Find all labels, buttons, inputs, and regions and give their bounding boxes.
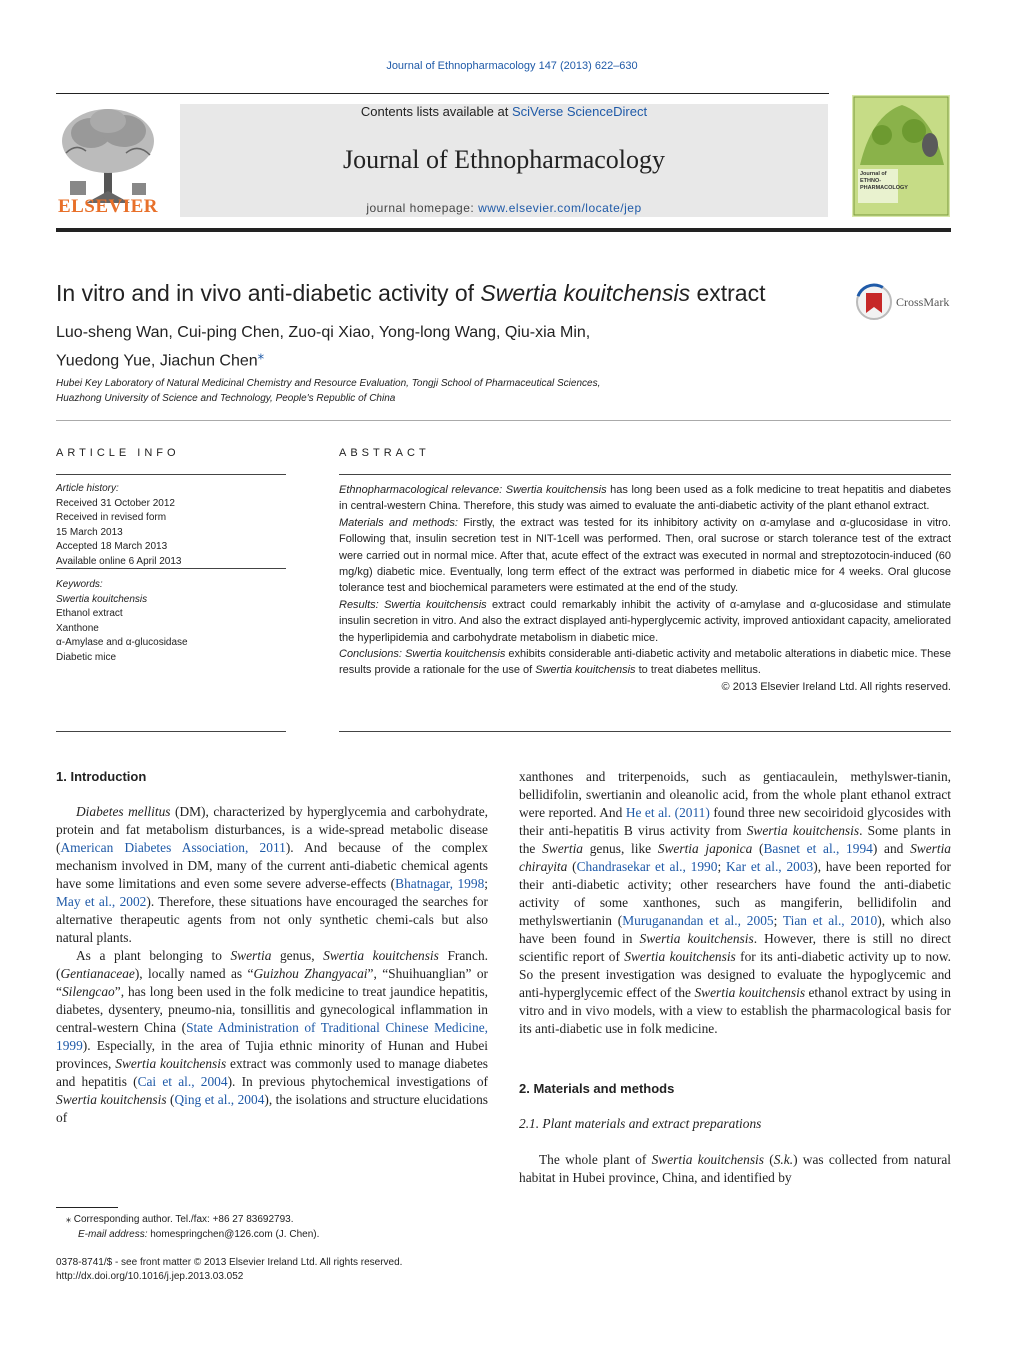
abstract-relevance — [339, 482, 951, 515]
keyword-item: Xanthone — [56, 622, 99, 634]
header-rule — [56, 93, 829, 94]
body-column-right — [519, 768, 951, 1187]
title-part2: extract — [690, 280, 766, 306]
authors-line-2: Yuedong Yue, Jiachun Chen — [56, 352, 258, 370]
title-species: Swertia kouitchensis — [480, 280, 691, 306]
issn-line: 0378-8741/$ - see front matter © 2013 Elsevier Ireland Ltd. All rights reserved. — [56, 1257, 403, 1268]
body-column-left — [56, 768, 488, 1127]
conclusions-text: to treat diabetes mellitus. — [635, 664, 761, 677]
keywords — [56, 578, 286, 665]
keywords-label: Keywords: — [56, 579, 103, 590]
keyword-item: Ethanol extract — [56, 608, 123, 619]
elsevier-logo — [56, 103, 160, 218]
species-name: Swertia kouitchensis — [405, 648, 506, 661]
intro-heading: 1. Introduction — [56, 769, 147, 784]
email-label: E-mail address: — [78, 1229, 148, 1240]
article-title — [56, 280, 766, 307]
title-rule — [56, 420, 951, 421]
crossmark-badge[interactable] — [855, 283, 955, 321]
citation-link[interactable]: Kar et al., 2003 — [725, 859, 814, 874]
history-item: Received in revised form — [56, 512, 167, 523]
abstract-conclusions — [339, 646, 951, 679]
history-item: Received 31 October 2012 — [56, 497, 175, 509]
relevance-text: has long been used as a folk medicine to treat hepatitis and diabetes in central-western China. Therefore, this study was aimed to evaluate the anti-diabetic activity of the plant ethanol extract. — [339, 484, 951, 513]
citation-link[interactable]: May et al., 2002 — [56, 894, 147, 909]
species-name: Swertia kouitchensis — [505, 484, 607, 496]
history-item: Available online 6 April 2013 — [56, 555, 182, 567]
keyword-item: Diabetic mice — [56, 651, 117, 663]
header-thick-rule — [56, 228, 951, 232]
subsection-heading: 2.1. Plant materials and extract preparations — [519, 1116, 762, 1131]
citation-link[interactable]: Basnet et al., 1994 — [763, 841, 873, 856]
article-info-rule — [56, 474, 286, 475]
relevance-label: Ethnopharmacological relevance: — [339, 484, 503, 496]
crossmark-label: CrossMark — [896, 295, 950, 309]
intro-paragraph-3: xanthones and triterpenoids, such as gentiacaulein, methylswer-tianin, bellidifolin, swertianin and oleanolic acid, from the whole plant ethanol extract were reported. And He et al. (2011) found three new secoiridoid glycosides with their anti-hepatitis B virus activity from Swertia kouitchensis. Some plants in the Swertia genus, like Swertia japonica (Basnet et al., 1994) and Swertia chirayita (Chandrasekar et al., 1990; Kar et al., 2003), have been reported for their anti-diabetic activity; other researchers have found the anti-diabetic activity of some xanthones, such as mangiferin, bellidifolin and methylswertianin (Muruganandan et al., 2005; Tian et al., 2010), which also have been found in Swertia kouitchensis. However, there is still no direct scientific report of Swertia kouitchensis for its anti-diabetic activity up to now. So the present investigation was designed to evaluate the hypoglycemic and anti-hyperglycemic effect of the Swertia kouitchensis ethanol extract by using in vitro and in vivo models, with a view to establish the pharmacological basis for its anti-diabetic use in folk medicine. — [519, 769, 952, 1036]
citation-link[interactable]: Chandrasekar et al., 1990 — [576, 859, 718, 874]
authors-line-1: Luo-sheng Wan, Cui-ping Chen, Zuo-qi Xiao, Yong-long Wang, Qiu-xia Min, — [56, 324, 591, 341]
journal-citation[interactable]: Journal of Ethnopharmacology 147 (2013) 622–630 — [386, 60, 638, 72]
citation-link[interactable]: Qing et al., 2004 — [174, 1092, 265, 1107]
citation-link[interactable]: He et al. (2011) — [625, 805, 710, 820]
intro-paragraph-2: As a plant belonging to Swertia genus, Swertia kouitchensis Franch. (Gentianaceae), locally named as “Guizhou Zhangyacai”, “Shuihuanglian” or “Silengcao”, has long been used in the folk medicine to treat jaundice hepatitis, diabetes, dysentery, pneumo-nia, tonsillitis and gynecological inflammation in central-western China (State Administration of Traditional Chinese Medicine, 1999). Especially, in the area of Tujia ethnic minority of Hunan and Hubei provinces, Swertia kouitchensis extract was commonly used to manage diabetes and hepatitis (Cai et al., 2004). In previous phytochemical investigations of Swertia kouitchensis (Qing et al., 2004), the isolations and structure elucidations of — [56, 948, 488, 1125]
abstract-methods — [339, 515, 951, 597]
abstract-copyright: © 2013 Elsevier Ireland Ltd. All rights reserved. — [721, 680, 951, 693]
citation-link[interactable]: Tian et al., 2010 — [782, 913, 878, 928]
footnote — [56, 1212, 496, 1242]
homepage-link[interactable]: www.elsevier.com/locate/jep — [478, 201, 642, 215]
corresponding-mark-link[interactable]: ⁎ — [257, 347, 265, 362]
homepage-line — [180, 201, 828, 215]
citation-link[interactable]: American Diabetes Association, 2011 — [60, 840, 286, 855]
email-address[interactable]: homespringchen@126.com (J. Chen). — [147, 1229, 320, 1240]
footnote-corresponding: Corresponding author. Tel./fax: +86 27 83692793. — [71, 1214, 294, 1225]
abstract-bottom-rule — [339, 731, 951, 732]
species-name: Swertia kouitchensis — [384, 598, 487, 611]
methods-label: Materials and methods: — [339, 516, 458, 529]
abstract-heading: ABSTRACT — [339, 447, 430, 459]
results-label: Results: — [339, 598, 379, 611]
publisher-logo-text: ELSEVIER — [57, 196, 159, 217]
methods-paragraph-1: The whole plant of Swertia kouitchensis (S.k.) was collected from natural habitat in Hubei province, China, and identified by — [519, 1152, 951, 1185]
citation-link[interactable]: State Administration of Traditional Chinese Medicine, 1999 — [56, 1020, 488, 1053]
methods-text: Firstly, the extract was tested for its inhibitory activity on α-amylase and α-glucosidase in vitro. Following that, insulin secretion test in NIT-1cell was performed. Then, oral sucrose or starch tolerance test of the extract were carried out in normal mice. After that, acute effect of the extract was executed in normal and streptozotocin-induced (60 mg/kg) diabetic mice. Eventually, long term effect of the extract was performed in diabetic mice for 4 weeks. Oral glucose tolerance test and biochemical parameters were estimated at the end of the study. — [339, 516, 951, 595]
affiliation-line-1: Hubei Key Laboratory of Natural Medicinal Chemistry and Resource Evaluation, Tongji School of Pharmaceutical Sciences, — [56, 378, 601, 389]
affiliation — [56, 376, 756, 406]
history-rule — [56, 568, 286, 569]
footnote-rule — [56, 1207, 118, 1208]
contents-prefix: Contents lists available at — [360, 104, 512, 119]
methods-heading: 2. Materials and methods — [519, 1081, 675, 1096]
crossmark-icon — [855, 283, 893, 321]
article-history — [56, 482, 286, 569]
intro-paragraph-1: Diabetes mellitus (DM), characterized by hyperglycemia and carbohydrate, protein and fat metabolism disturbances, is a wide-spread metabolic disease (American Diabetes Association, 2011). And because of the complex mechanism involved in DM, many of the current anti-diabetic chemical agents have some limitations and even some severe adverse-effects (Bhatnagar, 1998; May et al., 2002). Therefore, these situations have encouraged the searches for alternative therapeutic agents from not only synthetic chemi-cals but also natural plants. — [56, 804, 488, 945]
keyword-item: Swertia kouitchensis — [56, 593, 148, 605]
homepage-prefix: journal homepage: — [366, 201, 479, 215]
history-item: Accepted 18 March 2013 — [56, 541, 168, 552]
history-label: Article history: — [56, 483, 119, 494]
citation-link[interactable]: Cai et al., 2004 — [137, 1074, 228, 1089]
conclusions-text: exhibits considerable anti-diabetic activity and metabolic alterations in diabetic mice. These results provide a rationale for the use of — [339, 648, 951, 677]
results-text: extract could remarkably inhibit the activity of α-amylase and α-glucosidase and stimulate insulin secretion in vitro. And also the extract displayed anti-hyperglycemic activity, improved antioxidant capacity, ameliorated the hyperlipidemia and carbohydrate metabolism in diabetic mice. — [339, 598, 951, 644]
journal-title: Journal of Ethnopharmacology — [342, 145, 666, 174]
footnote-mark: ⁎ — [66, 1214, 71, 1225]
cover-title: Journal of ETHNO- PHARMACOLOGY — [860, 171, 908, 191]
history-item: 15 March 2013 — [56, 526, 123, 538]
citation-link[interactable]: Muruganandan et al., 2005 — [622, 913, 774, 928]
abstract-rule — [339, 474, 951, 475]
conclusions-label: Conclusions: — [339, 648, 402, 661]
citation-link[interactable]: Bhatnagar, 1998 — [395, 876, 485, 891]
title-part1: In vitro and in vivo anti-diabetic activity of — [56, 280, 481, 306]
contents-line — [180, 104, 828, 119]
keyword-item: α-Amylase and α-glucosidase — [56, 637, 188, 648]
abstract-results — [339, 597, 951, 646]
article-info-heading: ARTICLE INFO — [56, 447, 180, 459]
article-info-bottom-rule — [56, 731, 286, 732]
authors — [56, 322, 836, 372]
front-matter — [56, 1256, 496, 1284]
affiliation-line-2: Huazhong University of Science and Technology, People's Republic of China — [56, 393, 396, 404]
cover-image-icon — [852, 95, 950, 217]
doi-link[interactable]: http://dx.doi.org/10.1016/j.jep.2013.03.052 — [56, 1271, 244, 1282]
sciencedirect-link[interactable]: SciVerse ScienceDirect — [511, 104, 648, 119]
abstract-body — [339, 482, 951, 695]
journal-cover[interactable] — [852, 95, 950, 217]
species-name: Swertia kouitchensis — [535, 664, 636, 677]
